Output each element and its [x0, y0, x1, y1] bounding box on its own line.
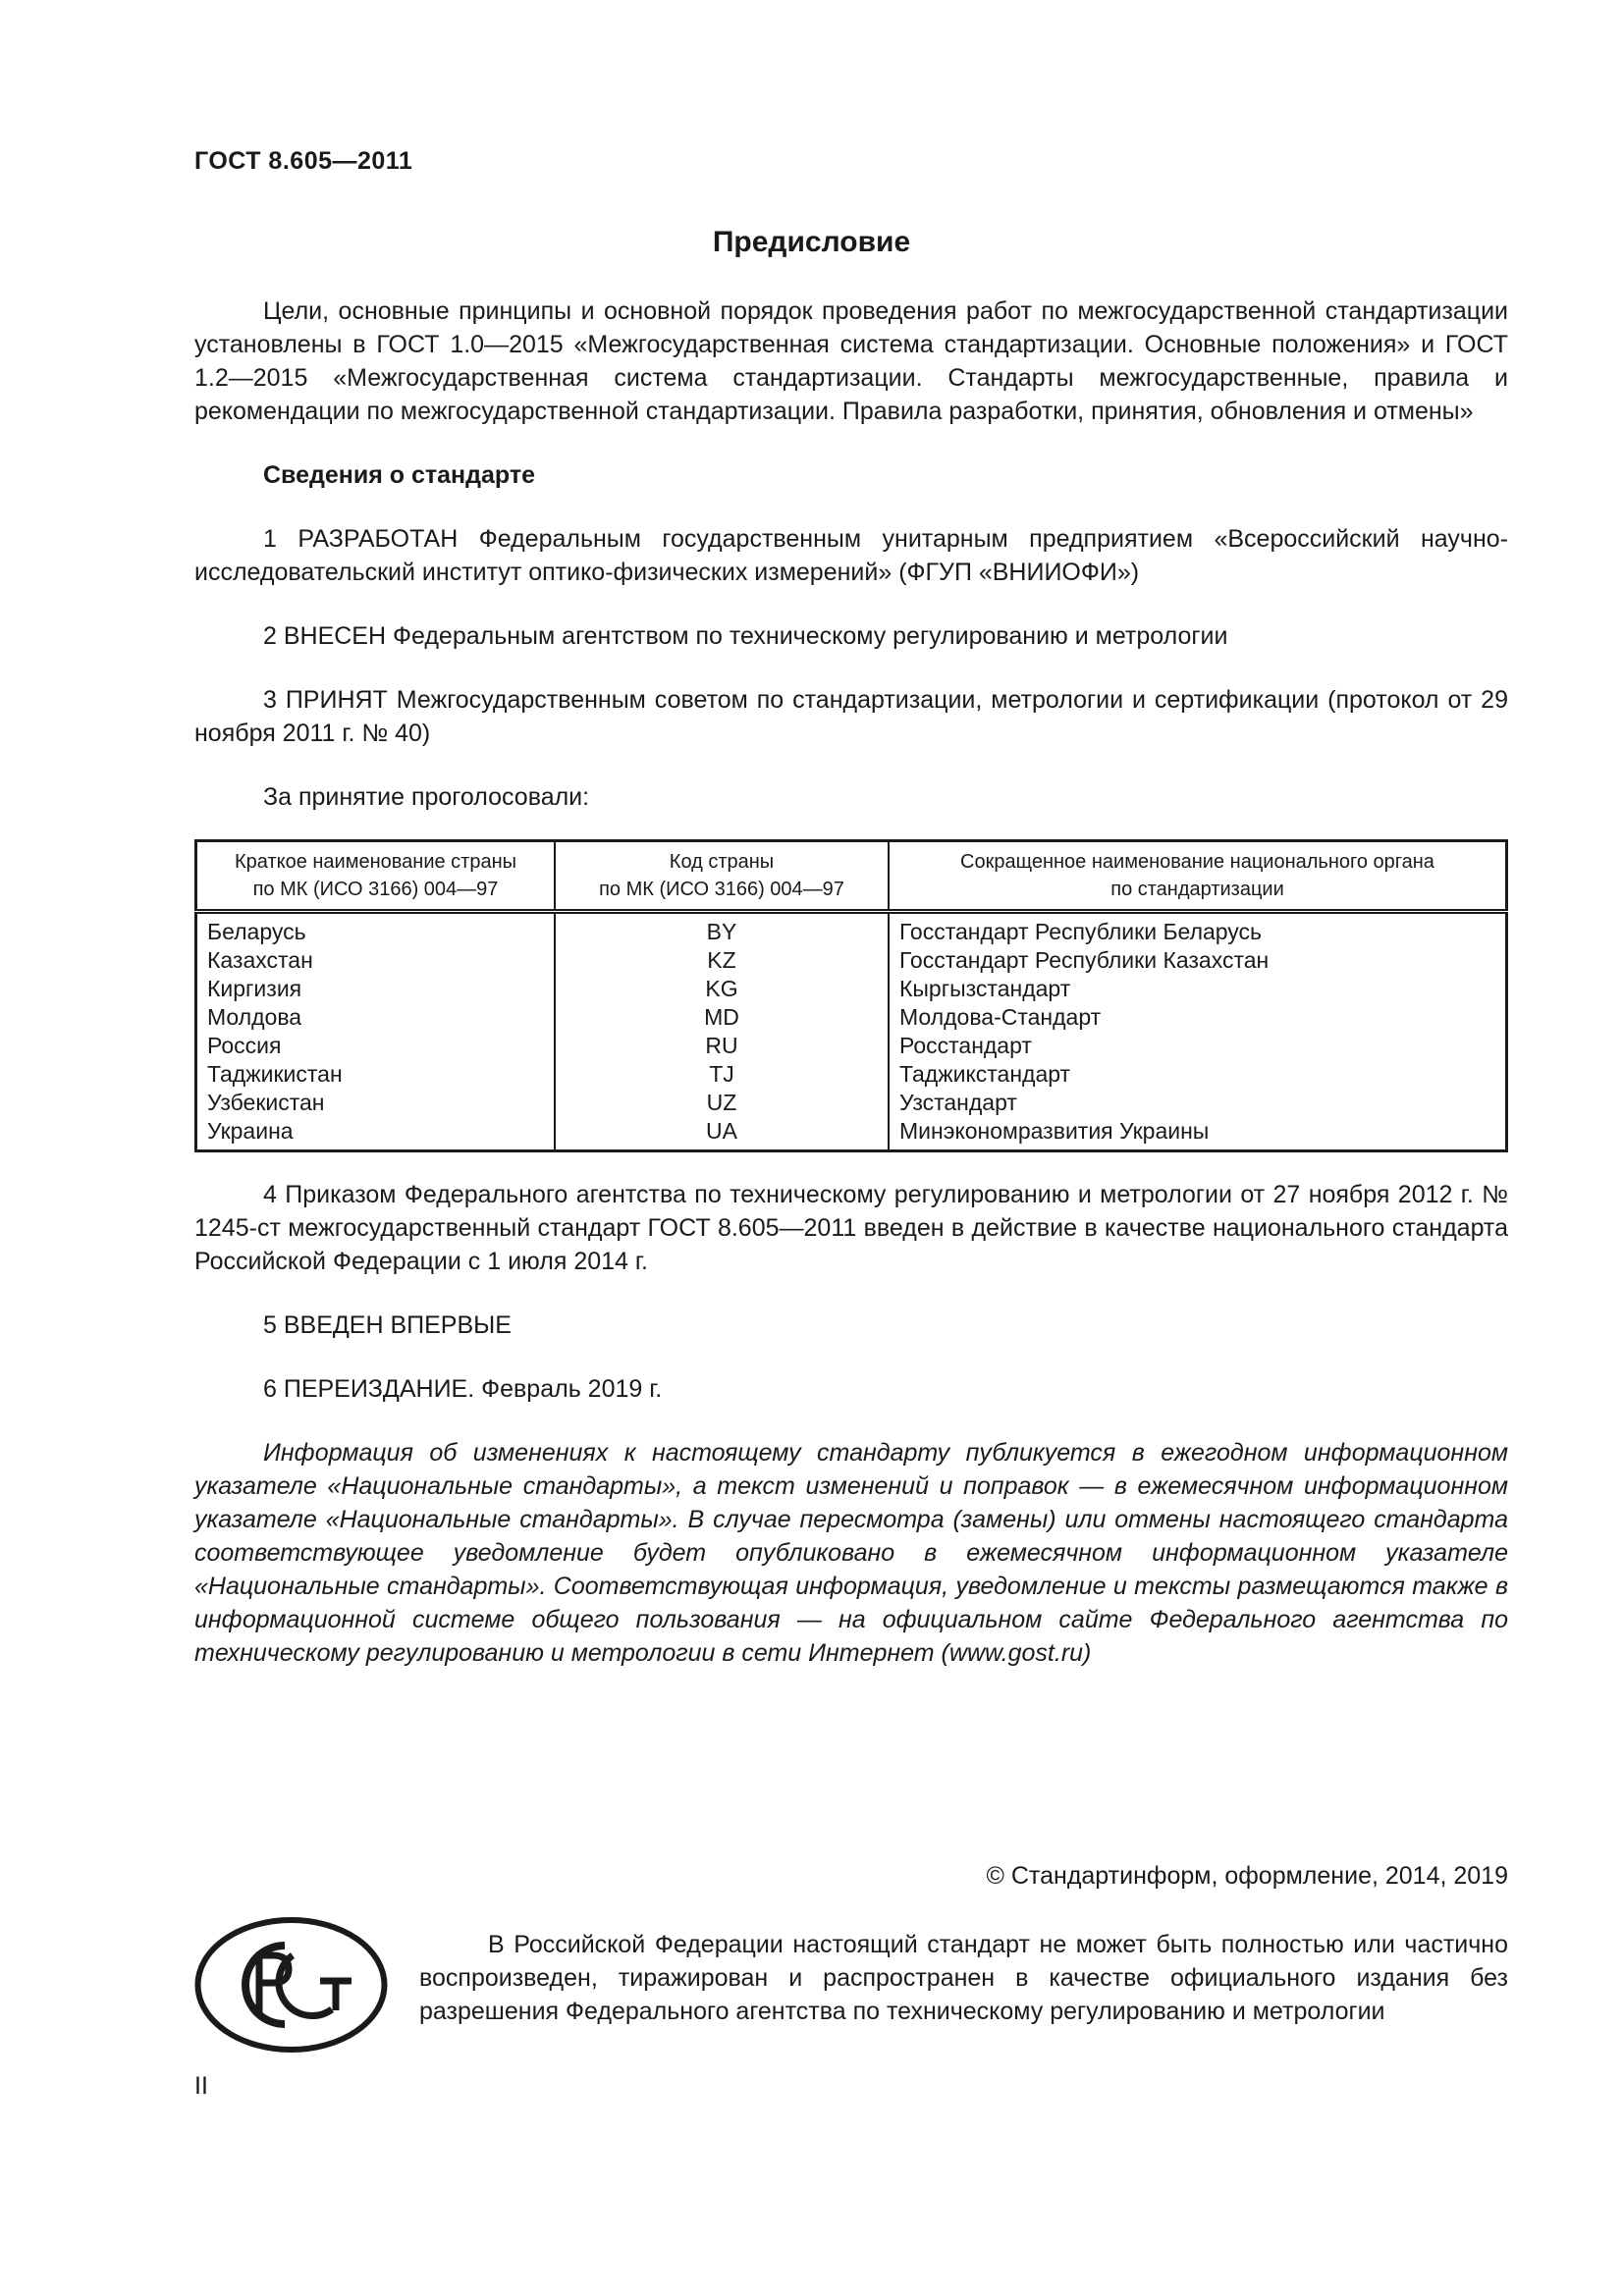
country-name: Молдова: [207, 1004, 302, 1030]
standard-code-header: ГОСТ 8.605—2011: [194, 147, 413, 175]
standards-body: Кыргызстандарт: [889, 975, 1507, 1003]
header-code: Код страны по МК (ИСО 3166) 004—97: [555, 841, 889, 912]
country-code: RU: [555, 1032, 889, 1060]
country-code: TJ: [555, 1060, 889, 1089]
header-body: Сокращенное наименование национального органа по стандартизации: [889, 841, 1507, 912]
table-row: [196, 912, 1507, 947]
item-developed: 1 РАЗРАБОТАН Федеральным государственным унитарным предприятием «Всероссийский научно-исследовательский институт оптико-физических измерений» (ФГУП «ВНИИОФИ»): [194, 525, 1508, 586]
table-row: [196, 946, 1507, 975]
item-reissue: 6 ПЕРЕИЗДАНИЕ. Февраль 2019 г.: [263, 1375, 663, 1403]
country-name: Узбекистан: [207, 1090, 325, 1115]
item-introduced: 5 ВВЕДЕН ВПЕРВЫЕ: [263, 1311, 512, 1339]
table-row: [196, 1003, 1507, 1032]
country-code: UA: [555, 1117, 889, 1151]
copyright-line: © Стандартинформ, оформление, 2014, 2019: [986, 1862, 1508, 1890]
table-header-row: [196, 841, 1507, 912]
country-code: UZ: [555, 1089, 889, 1117]
page-number: II: [194, 2072, 208, 2100]
country-name: Таджикистан: [207, 1061, 343, 1087]
country-code: BY: [555, 912, 889, 947]
country-name: Киргизия: [207, 976, 302, 1001]
intro-paragraph: Цели, основные принципы и основной порядок проведения работ по межгосударственной стандартизации установлены в ГОСТ 1.0—2015 «Межгосударственная система стандартизации. Основные положения» и ГОСТ 1.2—2015 «Межгосударственная система стандартизации. Стандарты межгосударственные, правила и рекомендации по межгосударственной стандартизации. Правила разработки, принятия, обновления и отмены»: [194, 297, 1508, 425]
country-name: Россия: [207, 1033, 282, 1058]
item-enacted: 4 Приказом Федерального агентства по техническому регулированию и метрологии от 27 ноября 2012 г. № 1245-ст межгосударственный стандарт ГОСТ 8.605—2011 введен в действие в качестве национального стандарта Российской Федерации с 1 июля 2014 г.: [194, 1181, 1508, 1275]
standards-body: Молдова-Стандарт: [889, 1003, 1507, 1032]
country-code: KZ: [555, 946, 889, 975]
table-row: [196, 1032, 1507, 1060]
vote-label: За принятие проголосовали:: [263, 783, 590, 811]
standards-body: Таджикстандарт: [889, 1060, 1507, 1089]
rst-logo-icon: [194, 1916, 388, 2054]
page-title: Предисловие: [712, 226, 911, 258]
country-code: MD: [555, 1003, 889, 1032]
item-submitted: 2 ВНЕСЕН Федеральным агентством по техническому регулированию и метрологии: [263, 622, 1228, 650]
table-row: [196, 1089, 1507, 1117]
item-adopted: 3 ПРИНЯТ Межгосударственным советом по стандартизации, метрологии и сертификации (протокол от 29 ноября 2011 г. № 40): [194, 686, 1508, 747]
standards-body: Госстандарт Республики Беларусь: [889, 912, 1507, 947]
country-name: Украина: [207, 1118, 294, 1144]
standards-body: Госстандарт Республики Казахстан: [889, 946, 1507, 975]
standards-body: Узстандарт: [889, 1089, 1507, 1117]
country-code: KG: [555, 975, 889, 1003]
reproduction-notice: В Российской Федерации настоящий стандарт не может быть полностью или частично воспроизведен, тиражирован и распространен в качестве официального издания без разрешения Федерального агентства по техническому регулированию и метрологии: [419, 1931, 1508, 2025]
standards-body: Минэкономразвития Украины: [889, 1117, 1507, 1151]
voting-countries-table: [194, 839, 1508, 1152]
header-country: Краткое наименование страны по МК (ИСО 3166) 004—97: [196, 841, 556, 912]
changes-info-note: Информация об изменениях к настоящему стандарту публикуется в ежегодном информационном указателе «Национальные стандарты», а текст изменений и поправок — в ежемесячном информационном указателе «Национальные стандарты». В случае пересмотра (замены) или отмены настоящего стандарта соответствующее уведомление будет опубликовано в ежемесячном информационном указателе «Национальные стандарты». Соответствующая информация, уведомление и тексты размещаются также в информационной системе общего пользования — на официальном сайте Федерального агентства по техническому регулированию и метрологии в сети Интернет (www.gost.ru): [194, 1439, 1508, 1667]
standards-body: Росстандарт: [889, 1032, 1507, 1060]
foreword-body: [194, 294, 1508, 1670]
section-heading: Сведения о стандарте: [263, 461, 536, 489]
table-row: [196, 1117, 1507, 1151]
country-name: Беларусь: [207, 919, 306, 944]
table-row: [196, 975, 1507, 1003]
table-row: [196, 1060, 1507, 1089]
country-name: Казахстан: [207, 947, 313, 973]
